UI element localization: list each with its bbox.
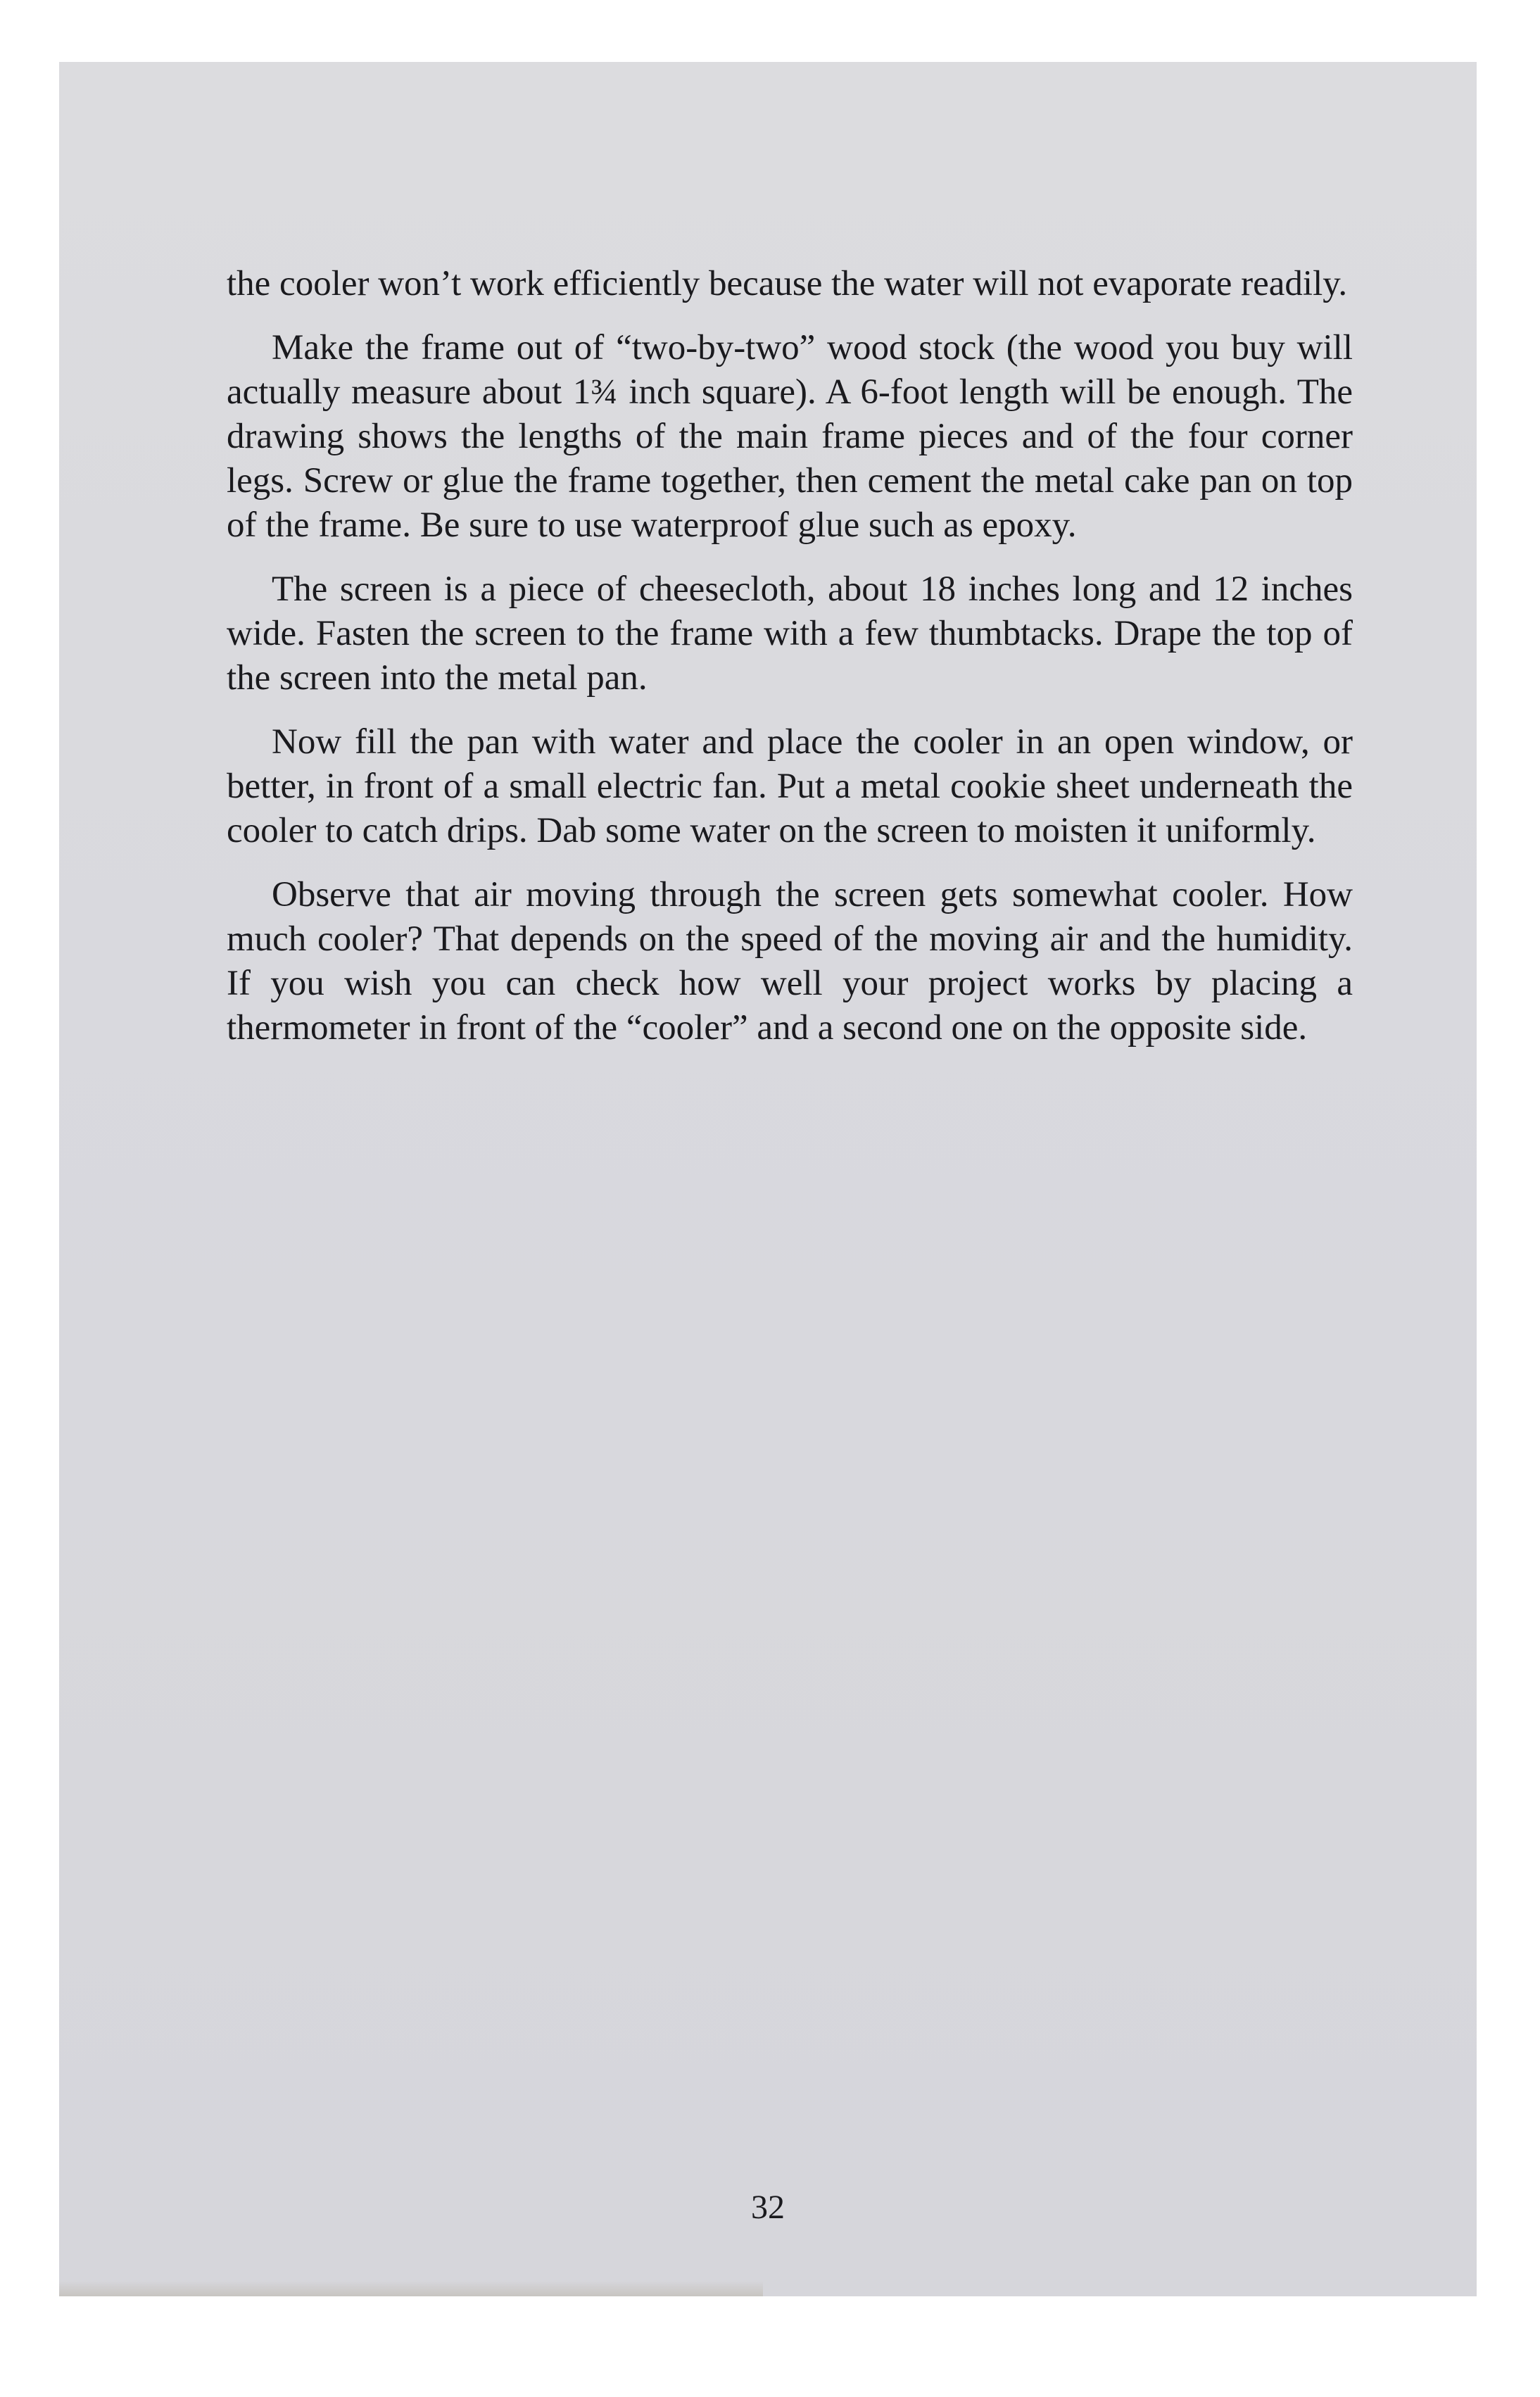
body-text (227, 262, 1353, 1070)
page-edge-shadow (59, 2281, 763, 2296)
paragraph-observe: Observe that air moving through the screen gets somewhat cooler. How much cooler? That depends on the speed of the moving air and the humidity. If you wish you can check how well your project works by placing a thermometer in front of the “cooler” and a second one on the opposite side. (227, 875, 1353, 1047)
paragraph-continued: the cooler won’t work efficiently because the water will not evaporate readily. (227, 264, 1348, 303)
scanned-page (59, 62, 1477, 2296)
paragraph-frame-construction: Make the frame out of “two-by-two” wood stock (the wood you buy will actually measure about 1¾ inch square). A 6-foot length will be enough. The drawing shows the lengths of the main frame pieces and of the four corner legs. Screw or glue the frame together, then cement the metal cake pan on top of the frame. Be sure to use waterproof glue such as epoxy. (227, 328, 1353, 545)
paragraph-screen: The screen is a piece of cheesecloth, about 18 inches long and 12 inches wide. Fasten the screen to the frame with a few thumbtacks. Drape the top of the screen into the metal pan. (227, 570, 1353, 698)
page-number: 32 (751, 2189, 785, 2226)
paragraph-fill-pan: Now fill the pan with water and place the cooler in an open window, or better, in front of a small electric fan. Put a metal cookie sheet underneath the cooler to catch drips. Dab some water on the screen to moisten it uniformly. (227, 722, 1353, 850)
